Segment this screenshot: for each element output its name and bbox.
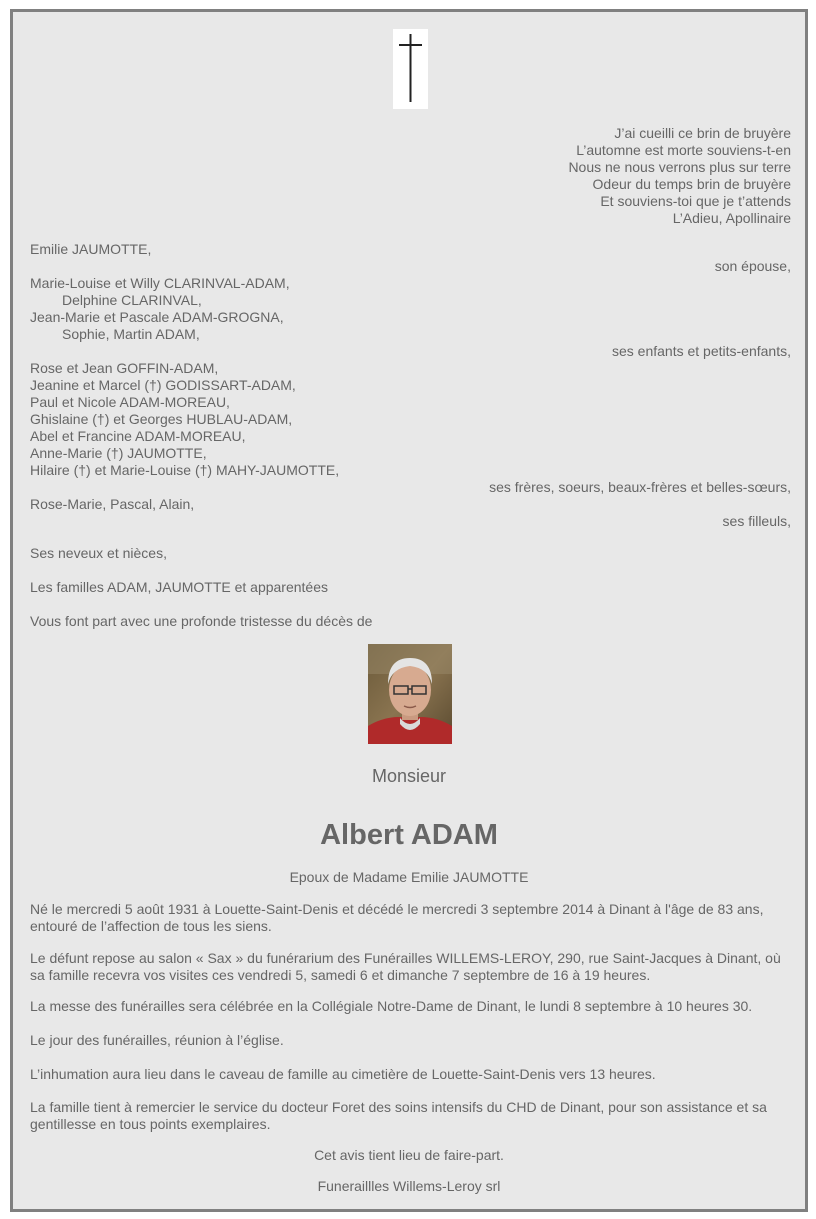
poem-attribution: L’Adieu, Apollinaire — [672, 210, 791, 226]
birth-death-paragraph: Né le mercredi 5 août 1931 à Louette-Saint-Denis et décédé le mercredi 3 septembre 2014 à Dinant à l'âge de 83 ans, entouré de l’affection de tous les siens. — [30, 901, 764, 934]
deceased-title: Monsieur — [371, 766, 447, 786]
sibling-line: Paul et Nicole ADAM-MOREAU, — [30, 394, 230, 410]
mass-paragraph: La messe des funérailles sera célébrée en la Collégiale Notre-Dame de Dinant, le lundi 8 septembre à 10 heures 30. — [30, 998, 753, 1014]
spouse-line: Epoux de Madame Emilie JAUMOTTE — [289, 869, 529, 885]
cross-icon — [393, 29, 428, 109]
deceased-photo — [368, 644, 452, 744]
poem-line: Odeur du temps brin de bruyère — [592, 176, 791, 192]
children-role: ses enfants et petits-enfants, — [612, 343, 791, 359]
siblings-role: ses frères, soeurs, beaux-frères et belles-sœurs, — [489, 479, 791, 495]
sibling-line: Ghislaine (†) et Georges HUBLAU-ADAM, — [30, 411, 293, 427]
deceased-name: Albert ADAM — [320, 819, 498, 851]
godchildren-role: ses filleuls, — [722, 513, 791, 529]
thanks-paragraph: La famille tient à remercier le service du docteur Foret des soins intensifs du CHD de Dinant, pour son assistance et sa gentillesse en tous points exemplaires. — [30, 1099, 767, 1132]
grandchild-line: Delphine CLARINVAL, — [62, 292, 202, 308]
sibling-line: Abel et Francine ADAM-MOREAU, — [30, 428, 246, 444]
spouse-name: Emilie JAUMOTTE, — [30, 241, 152, 257]
child-line: Marie-Louise et Willy CLARINVAL-ADAM, — [30, 275, 290, 291]
poem-line: J’ai cueilli ce brin de bruyère — [614, 125, 791, 141]
company-line: Funeraillles Willems-Leroy srl — [317, 1178, 501, 1194]
announcement-line: Vous font part avec une profonde tristesse du décès de — [30, 613, 373, 629]
nephews-line: Ses neveux et nièces, — [30, 545, 167, 561]
visitation-paragraph: Le défunt repose au salon « Sax » du funérarium des Funérailles WILLEMS-LEROY, 290, rue Saint-Jacques à Dinant, où sa famille recevra vos visites ces vendredi 5, samedi 6 et dimanche 7 septembre de 16 à 19 heures. — [30, 950, 781, 983]
poem-line: L’automne est morte souviens-t-en — [576, 142, 791, 158]
spouse-role: son épouse, — [714, 258, 791, 274]
child-line: Jean-Marie et Pascale ADAM-GROGNA, — [30, 309, 284, 325]
notice-line: Cet avis tient lieu de faire-part. — [314, 1147, 504, 1163]
sibling-line: Jeanine et Marcel (†) GODISSART-ADAM, — [30, 377, 296, 393]
families-line: Les familles ADAM, JAUMOTTE et apparentées — [30, 579, 328, 595]
poem-line: Et souviens-toi que je t’attends — [600, 193, 791, 209]
grandchild-line: Sophie, Martin ADAM, — [62, 326, 200, 342]
sibling-line: Hilaire (†) et Marie-Louise (†) MAHY-JAUMOTTE, — [30, 462, 340, 478]
sibling-line: Anne-Marie (†) JAUMOTTE, — [30, 445, 207, 461]
burial-paragraph: L’inhumation aura lieu dans le caveau de famille au cimetière de Louette-Saint-Denis vers 13 heures. — [30, 1066, 656, 1082]
meeting-paragraph: Le jour des funérailles, réunion à l’église. — [30, 1032, 284, 1048]
obituary-card — [10, 9, 808, 1212]
godchildren-names: Rose-Marie, Pascal, Alain, — [30, 496, 195, 512]
sibling-line: Rose et Jean GOFFIN-ADAM, — [30, 360, 219, 376]
poem-line: Nous ne nous verrons plus sur terre — [568, 159, 791, 175]
